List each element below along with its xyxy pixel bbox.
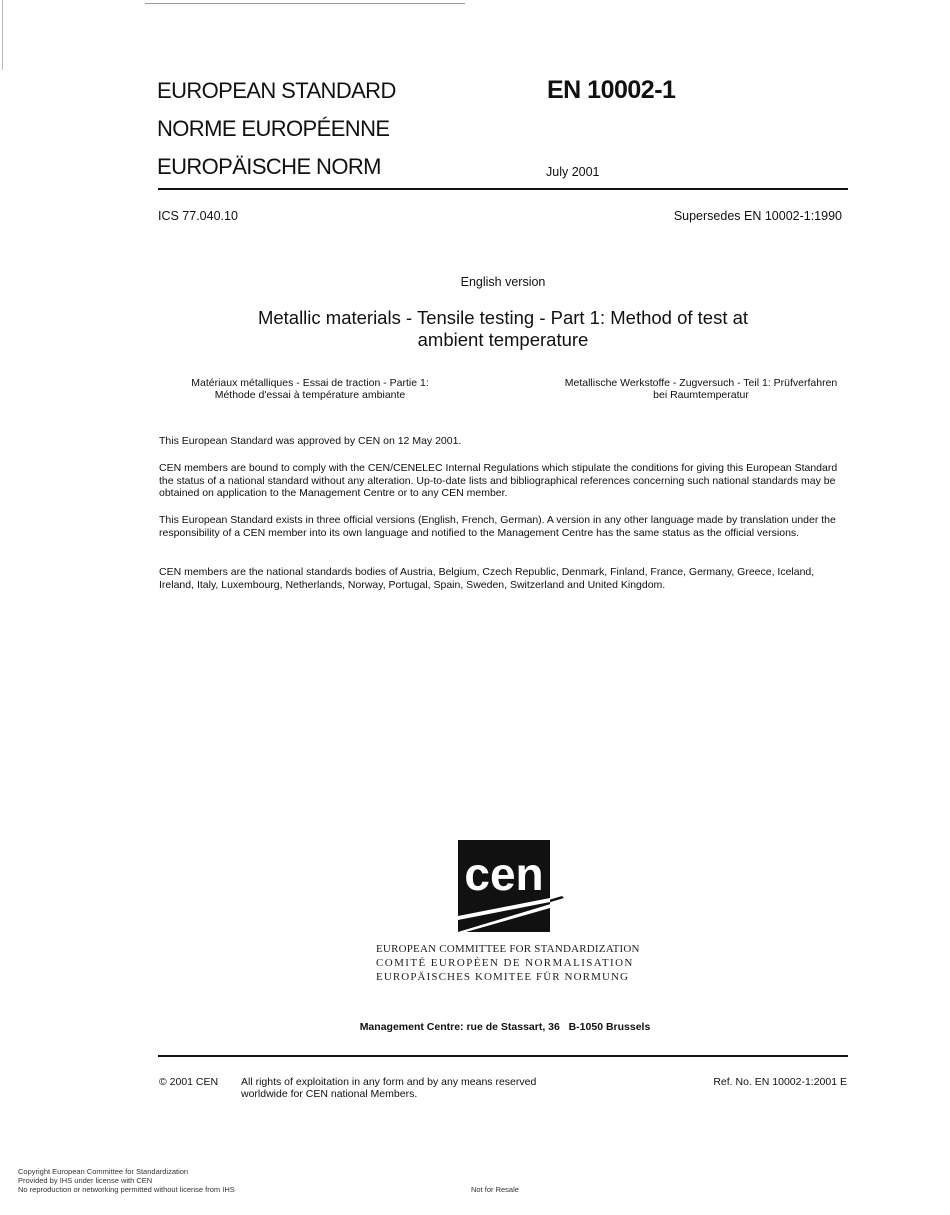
ics-code: ICS 77.040.10 xyxy=(158,209,238,223)
header-line-2: NORME EUROPÉENNE xyxy=(157,116,390,141)
document-title-line-1: Metallic materials - Tensile testing - Part 1: Method of test at xyxy=(257,307,749,328)
scan-line-left xyxy=(2,0,3,70)
document-title-line-2: ambient temperature xyxy=(417,329,589,350)
header-line-3: EUROPÄISCHE NORM xyxy=(157,154,381,179)
license-watermark-line-2: Provided by IHS under license with CEN xyxy=(18,1176,153,1185)
title-french xyxy=(150,377,470,401)
footer-divider xyxy=(158,1055,848,1057)
copyright-notice: © 2001 CEN xyxy=(159,1076,219,1088)
license-watermark-line-3: No reproduction or networking permitted without license from IHS xyxy=(18,1185,235,1194)
rights-statement xyxy=(241,1076,536,1100)
scan-line-top xyxy=(145,3,465,4)
rights-statement-line-2: worldwide for CEN national Members. xyxy=(241,1088,418,1100)
cen-logo xyxy=(458,840,564,932)
paragraph-compliance: CEN members are bound to comply with the CEN/CENELEC Internal Regulations which stipulate the conditions for giving this European Standard the status of a national standard without any alteration. Up-to-date lists and bibliographical references concerning such national standards may be obtained on application to the Management Centre or to any CEN member. xyxy=(159,462,838,499)
title-french-line-2: Méthode d'essai à température ambiante xyxy=(214,389,406,401)
license-watermark xyxy=(18,1167,235,1194)
title-german-line-2: bei Raumtemperatur xyxy=(653,389,749,401)
reference-number: Ref. No. EN 10002-1:2001 E xyxy=(713,1076,847,1088)
rights-statement-line-1: All rights of exploitation in any form and by any means reserved xyxy=(241,1076,537,1088)
management-centre: Management Centre: rue de Stassart, 36 B-1050 Brussels xyxy=(359,1021,651,1033)
title-german-line-1: Metallische Werkstoffe - Zugversuch - Teil 1: Prüfverfahren xyxy=(564,377,838,389)
title-german xyxy=(546,377,856,401)
header-line-1: EUROPEAN STANDARD xyxy=(157,78,396,103)
standard-number: EN 10002-1 xyxy=(547,76,676,104)
paragraph-versions: This European Standard exists in three official versions (English, French, German). A version in any other language made by translation under the responsibility of a CEN member into its own language and notified to the Management Centre has the same status as the official versions. xyxy=(159,514,836,539)
header-divider xyxy=(158,188,848,190)
committee-name-en: EUROPEAN COMMITTEE FOR STANDARDIZATION xyxy=(376,943,640,955)
resale-notice: Not for Resale xyxy=(471,1185,519,1194)
license-watermark-line-1: Copyright European Committee for Standardization xyxy=(18,1167,189,1176)
document-title xyxy=(0,307,950,351)
committee-name-fr: COMITÉ EUROPÉEN DE NORMALISATION xyxy=(376,957,634,969)
cen-logo-text: cen xyxy=(464,848,544,900)
cen-logo-graphic xyxy=(458,840,564,932)
language-version: English version xyxy=(460,275,546,289)
supersedes-note: Supersedes EN 10002-1:1990 xyxy=(673,209,842,223)
title-french-line-1: Matériaux métalliques - Essai de traction - Partie 1: xyxy=(191,377,429,389)
publication-date: July 2001 xyxy=(546,165,600,179)
paragraph-members: CEN members are the national standards bodies of Austria, Belgium, Czech Republic, Denmark, Finland, France, Germany, Greece, Iceland, Ireland, Italy, Luxembourg, Netherlands, Norway, Portugal, Spain, Sweden, Switzerland and United Kingdom. xyxy=(159,566,815,591)
committee-name-de: EUROPÄISCHES KOMITEE FÜR NORMUNG xyxy=(376,971,630,983)
paragraph-approval: This European Standard was approved by CEN on 12 May 2001. xyxy=(159,435,462,447)
